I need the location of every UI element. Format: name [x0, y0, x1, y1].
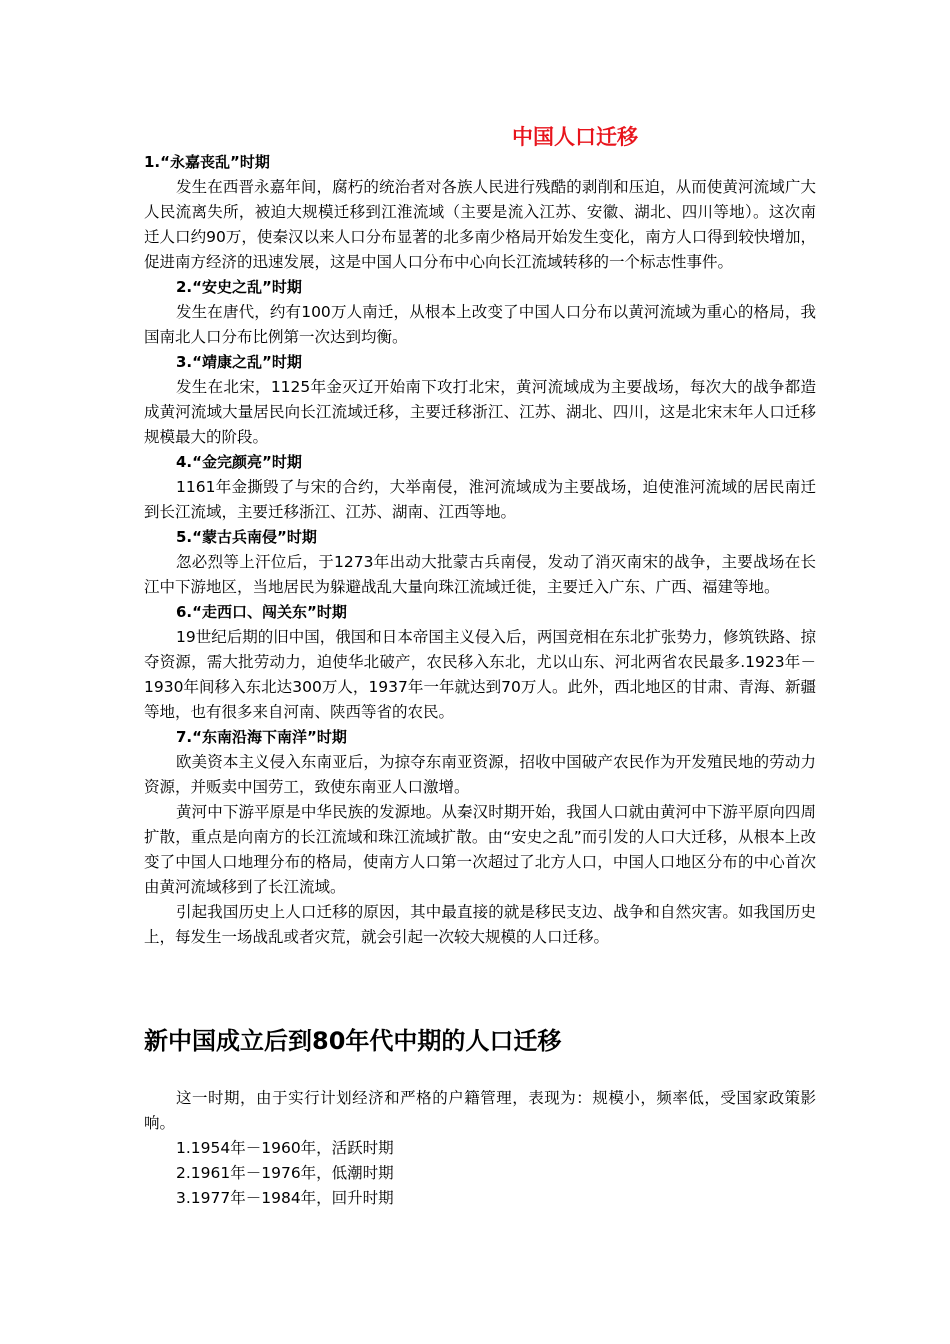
modern-intro-paragraph: 这一时期，由于实行计划经济和严格的户籍管理，表现为：规模小，频率低，受国家政策影响。: [144, 1089, 816, 1132]
period-paragraph-4: 1161年金撕毁了与宋的合约，大举南侵，淮河流域成为主要战场，迫使淮河流域的居民南迁到长江流域，主要迁移浙江、江苏、湖南、江西等地。: [144, 478, 816, 521]
modern-section: [144, 1086, 816, 1211]
summary-paragraph: 黄河中下游平原是中华民族的发源地。从秦汉时期开始，我国人口就由黄河中下游平原向四周扩散，重点是向南方的长江流域和珠江流域扩散。由“安史之乱”而引发的人口大迁移，从根本上改变了中国人口地理分布的格局，使南方人口第一次超过了北方人口，中国人口地区分布的中心首次由黄河流域移到了长江流域。: [144, 803, 816, 896]
stage-item-1: 1.1954年－1960年，活跃时期: [176, 1139, 394, 1157]
period-paragraph-6: 19世纪后期的旧中国，俄国和日本帝国主义侵入后，两国竞相在东北扩张势力，修筑铁路、掠夺资源，需大批劳动力，迫使华北破产，农民移入东北，尤以山东、河北两省农民最多.1923年－1930年间移入东北达300万人，1937年一年就达到70万人。此外，西北地区的甘肃、青海、新疆等地，也有很多来自河南、陕西等省的农民。: [144, 628, 816, 721]
causes-paragraph: 引起我国历史上人口迁移的原因，其中最直接的就是移民支边、战争和自然灾害。如我国历史上，每发生一场战乱或者灾荒，就会引起一次较大规模的人口迁移。: [144, 903, 816, 946]
stage-item-3: 3.1977年－1984年，回升时期: [176, 1189, 394, 1207]
period-paragraph-7: 欧美资本主义侵入东南亚后，为掠夺东南亚资源，招收中国破产农民作为开发殖民地的劳动力资源，并贩卖中国劳工，致使东南亚人口激增。: [144, 753, 816, 796]
section-title-modern: 新中国成立后到80年代中期的人口迁移: [144, 1027, 562, 1055]
period-paragraph-5: 忽必烈等上汗位后，于1273年出动大批蒙古兵南侵，发动了消灭南宋的战争，主要战场在长江中下游地区，当地居民为躲避战乱大量向珠江流域迁徙，主要迁入广东、广西、福建等地。: [144, 553, 816, 596]
period-heading-6: 6.“走西口、闯关东”时期: [176, 603, 347, 621]
stage-item-2: 2.1961年－1976年，低潮时期: [176, 1164, 394, 1182]
period-heading-2: 2.“安史之乱”时期: [176, 278, 302, 296]
period-heading-4: 4.“金完颜亮”时期: [176, 453, 302, 471]
period-heading-1: 1.“永嘉丧乱”时期: [144, 153, 270, 171]
document-title: 中国人口迁移: [512, 125, 638, 149]
period-paragraph-2: 发生在唐代，约有100万人南迁，从根本上改变了中国人口分布以黄河流域为重心的格局，我国南北人口分布比例第一次达到均衡。: [144, 303, 816, 346]
period-heading-7: 7.“东南沿海下南洋”时期: [176, 728, 347, 746]
history-section: [144, 150, 816, 950]
period-paragraph-3: 发生在北宋，1125年金灭辽开始南下攻打北宋，黄河流域成为主要战场，每次大的战争都造成黄河流域大量居民向长江流域迁移，主要迁移浙江、江苏、湖北、四川，这是北宋末年人口迁移规模最大的阶段。: [144, 378, 816, 446]
period-paragraph-1: 发生在西晋永嘉年间，腐朽的统治者对各族人民进行残酷的剥削和压迫，从而使黄河流域广大人民流离失所，被迫大规模迁移到江淮流域（主要是流入江苏、安徽、湖北、四川等地）。这次南迁人口约90万，使秦汉以来人口分布显著的北多南少格局开始发生变化，南方人口得到较快增加，促进南方经济的迅速发展，这是中国人口分布中心向长江流域转移的一个标志性事件。: [144, 178, 816, 271]
period-heading-3: 3.“靖康之乱”时期: [176, 353, 302, 371]
period-heading-5: 5.“蒙古兵南侵”时期: [176, 528, 317, 546]
